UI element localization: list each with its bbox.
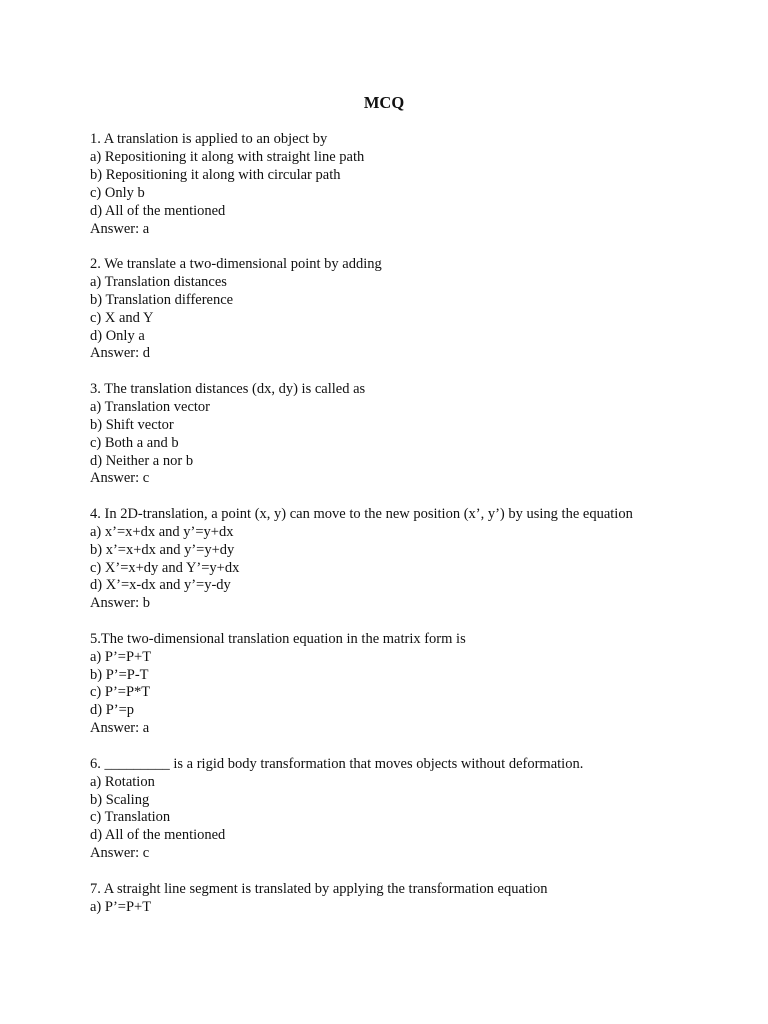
question-7 bbox=[90, 881, 750, 917]
option-c: c) Only b bbox=[90, 184, 145, 201]
option-c: c) Translation bbox=[90, 809, 171, 826]
question-stem: 5.The two-dimensional translation equation in the matrix form is bbox=[90, 630, 466, 647]
option-a: a) Repositioning it along with straight line path bbox=[90, 148, 365, 165]
option-a: a) Translation vector bbox=[90, 398, 211, 415]
option-b: b) Scaling bbox=[90, 791, 150, 808]
option-b: b) P’=P-T bbox=[90, 666, 149, 683]
option-a: a) P’=P+T bbox=[90, 898, 152, 915]
option-d: d) Neither a nor b bbox=[90, 452, 194, 469]
question-list bbox=[90, 131, 750, 934]
option-c: c) Both a and b bbox=[90, 434, 179, 451]
option-d: d) P’=p bbox=[90, 702, 135, 719]
option-d: d) All of the mentioned bbox=[90, 827, 226, 844]
question-5 bbox=[90, 631, 750, 738]
answer-line: Answer: d bbox=[90, 345, 151, 362]
question-1 bbox=[90, 131, 750, 238]
question-2 bbox=[90, 256, 750, 363]
question-3 bbox=[90, 381, 750, 488]
question-stem: 7. A straight line segment is translated by applying the transformation equation bbox=[90, 880, 548, 897]
answer-line: Answer: c bbox=[90, 470, 150, 487]
option-a: a) Rotation bbox=[90, 773, 155, 790]
question-stem: 3. The translation distances (dx, dy) is called as bbox=[90, 380, 366, 397]
question-stem: 1. A translation is applied to an object by bbox=[90, 131, 328, 147]
answer-line: Answer: a bbox=[90, 720, 150, 737]
option-c: c) P’=P*T bbox=[90, 684, 151, 701]
option-d: d) All of the mentioned bbox=[90, 202, 226, 219]
option-d: d) Only a bbox=[90, 327, 145, 344]
question-4 bbox=[90, 506, 750, 613]
answer-line: Answer: b bbox=[90, 595, 151, 612]
answer-line: Answer: a bbox=[90, 220, 150, 237]
document-title: MCQ bbox=[363, 93, 405, 112]
option-b: b) x’=x+dx and y’=y+dy bbox=[90, 541, 235, 558]
option-b: b) Shift vector bbox=[90, 416, 174, 433]
question-stem: 2. We translate a two-dimensional point by adding bbox=[90, 255, 382, 272]
option-a: a) x’=x+dx and y’=y+dx bbox=[90, 523, 234, 540]
option-c: c) X’=x+dy and Y’=y+dx bbox=[90, 559, 240, 576]
question-6 bbox=[90, 756, 750, 863]
option-b: b) Repositioning it along with circular path bbox=[90, 166, 341, 183]
option-a: a) Translation distances bbox=[90, 273, 227, 290]
answer-line: Answer: c bbox=[90, 845, 150, 862]
option-c: c) X and Y bbox=[90, 309, 154, 326]
option-b: b) Translation difference bbox=[90, 291, 234, 308]
question-stem: 6. _________ is a rigid body transformation that moves objects without deformation. bbox=[90, 755, 584, 772]
option-a: a) P’=P+T bbox=[90, 648, 152, 665]
question-stem: 4. In 2D-translation, a point (x, y) can move to the new position (x’, y’) by using the equation bbox=[90, 505, 633, 522]
option-d: d) X’=x-dx and y’=y-dy bbox=[90, 577, 231, 594]
